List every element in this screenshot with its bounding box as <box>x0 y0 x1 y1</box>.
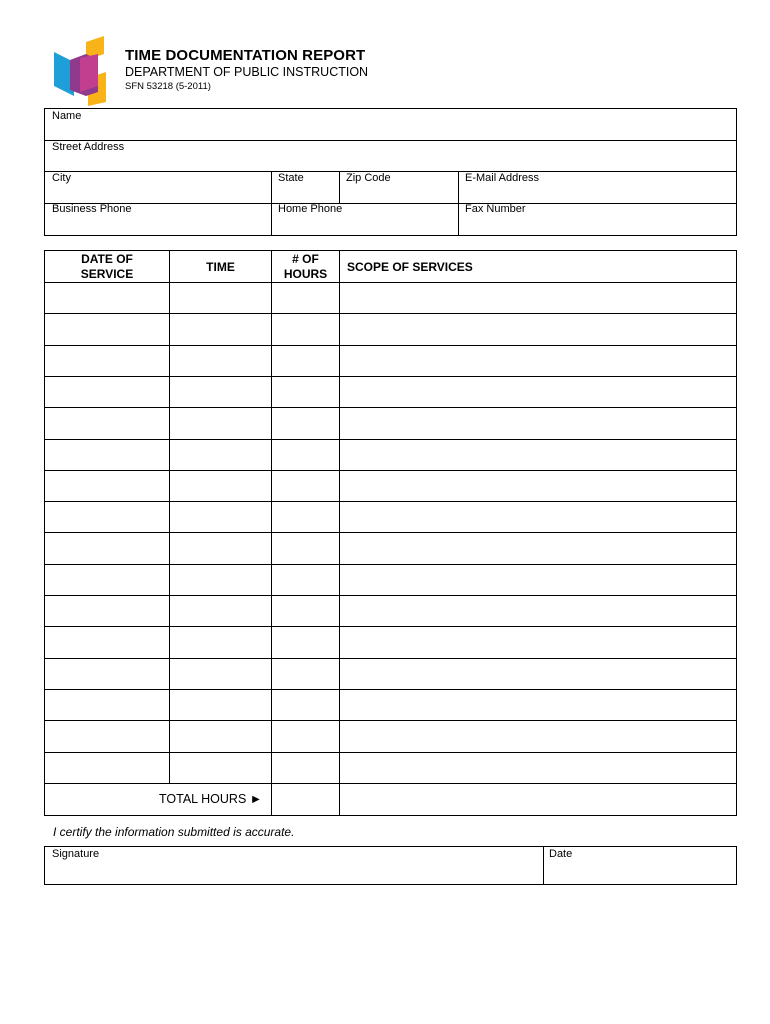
date-field[interactable] <box>544 847 736 884</box>
date-cell[interactable] <box>45 408 169 438</box>
date-cell[interactable] <box>45 690 169 720</box>
hours-cell[interactable] <box>272 659 339 689</box>
date-cell[interactable] <box>45 377 169 407</box>
scope-cell[interactable] <box>340 471 736 501</box>
scope-cell[interactable] <box>340 314 736 344</box>
signature-field[interactable] <box>45 847 543 884</box>
time-cell[interactable] <box>170 314 271 344</box>
date-cell[interactable] <box>45 533 169 563</box>
date-cell[interactable] <box>45 502 169 532</box>
signature-label: Signature <box>52 848 100 860</box>
state-field[interactable] <box>272 172 339 203</box>
form-number: SFN 53218 (5-2011) <box>125 81 211 92</box>
time-cell[interactable] <box>170 408 271 438</box>
hours-cell[interactable] <box>272 440 339 470</box>
business-phone-field[interactable] <box>45 204 271 235</box>
time-cell[interactable] <box>170 721 271 751</box>
date-cell[interactable] <box>45 283 169 313</box>
time-cell[interactable] <box>170 753 271 783</box>
scope-cell[interactable] <box>340 565 736 595</box>
total-hours-label: TOTAL HOURS ► <box>159 792 263 806</box>
business-phone-label: Business Phone <box>52 203 132 215</box>
time-cell[interactable] <box>170 471 271 501</box>
date-cell[interactable] <box>45 440 169 470</box>
header-date-line2: SERVICE <box>80 267 134 281</box>
scope-cell[interactable] <box>340 377 736 407</box>
date-cell[interactable] <box>45 346 169 376</box>
time-cell[interactable] <box>170 502 271 532</box>
date-cell[interactable] <box>45 565 169 595</box>
hours-cell[interactable] <box>272 596 339 626</box>
header-scope-of-services: SCOPE OF SERVICES <box>347 260 473 274</box>
scope-cell[interactable] <box>340 440 736 470</box>
scope-cell[interactable] <box>340 408 736 438</box>
name-label: Name <box>52 110 82 122</box>
city-label: City <box>52 172 71 184</box>
scope-cell[interactable] <box>340 659 736 689</box>
home-phone-label: Home Phone <box>278 203 343 215</box>
row-divider <box>44 783 737 784</box>
time-cell[interactable] <box>170 346 271 376</box>
header-hours <box>272 252 339 282</box>
hours-cell[interactable] <box>272 346 339 376</box>
state-label: State <box>278 172 304 184</box>
scope-cell[interactable] <box>340 533 736 563</box>
street-address-field[interactable] <box>45 141 736 171</box>
date-cell[interactable] <box>45 596 169 626</box>
time-cell[interactable] <box>170 565 271 595</box>
certification-statement: I certify the information submitted is accurate. <box>53 825 295 839</box>
hours-cell[interactable] <box>272 690 339 720</box>
scope-cell[interactable] <box>340 596 736 626</box>
time-cell[interactable] <box>170 533 271 563</box>
header-time: TIME <box>206 260 235 274</box>
zip-code-label: Zip Code <box>346 172 391 184</box>
department-name: DEPARTMENT OF PUBLIC INSTRUCTION <box>125 65 369 79</box>
hours-cell[interactable] <box>272 502 339 532</box>
email-field[interactable] <box>459 172 736 203</box>
home-phone-field[interactable] <box>272 204 458 235</box>
scope-cell[interactable] <box>340 721 736 751</box>
time-cell[interactable] <box>170 627 271 657</box>
date-cell[interactable] <box>45 753 169 783</box>
hours-cell[interactable] <box>272 565 339 595</box>
header-date-of-service <box>45 252 169 282</box>
street-address-label: Street Address <box>52 141 125 153</box>
time-cell[interactable] <box>170 377 271 407</box>
city-field[interactable] <box>45 172 271 203</box>
hours-cell[interactable] <box>272 627 339 657</box>
form-title: TIME DOCUMENTATION REPORT <box>125 47 366 64</box>
zip-code-field[interactable] <box>340 172 458 203</box>
scope-cell[interactable] <box>340 627 736 657</box>
time-cell[interactable] <box>170 440 271 470</box>
scope-cell[interactable] <box>340 283 736 313</box>
hours-cell[interactable] <box>272 377 339 407</box>
scope-cell[interactable] <box>340 690 736 720</box>
total-hours-field[interactable] <box>272 785 339 815</box>
name-field[interactable] <box>45 109 736 140</box>
fax-number-label: Fax Number <box>465 203 526 215</box>
header-hours-line1: # OF <box>292 252 319 266</box>
hours-cell[interactable] <box>272 314 339 344</box>
date-cell[interactable] <box>45 471 169 501</box>
hours-cell[interactable] <box>272 533 339 563</box>
date-cell[interactable] <box>45 314 169 344</box>
time-cell[interactable] <box>170 690 271 720</box>
date-label: Date <box>549 848 573 860</box>
scope-cell[interactable] <box>340 502 736 532</box>
time-cell[interactable] <box>170 596 271 626</box>
hours-cell[interactable] <box>272 753 339 783</box>
hours-cell[interactable] <box>272 471 339 501</box>
date-cell[interactable] <box>45 659 169 689</box>
fax-number-field[interactable] <box>459 204 736 235</box>
email-label: E-Mail Address <box>465 172 539 184</box>
time-cell[interactable] <box>170 283 271 313</box>
hours-cell[interactable] <box>272 283 339 313</box>
hours-cell[interactable] <box>272 721 339 751</box>
dpi-logo-icon <box>52 34 108 106</box>
time-cell[interactable] <box>170 659 271 689</box>
scope-cell[interactable] <box>340 346 736 376</box>
header-date-line1: DATE OF <box>81 252 133 266</box>
date-cell[interactable] <box>45 721 169 751</box>
hours-cell[interactable] <box>272 408 339 438</box>
date-cell[interactable] <box>45 627 169 657</box>
scope-cell[interactable] <box>340 753 736 783</box>
header-hours-line2: HOURS <box>283 267 328 281</box>
